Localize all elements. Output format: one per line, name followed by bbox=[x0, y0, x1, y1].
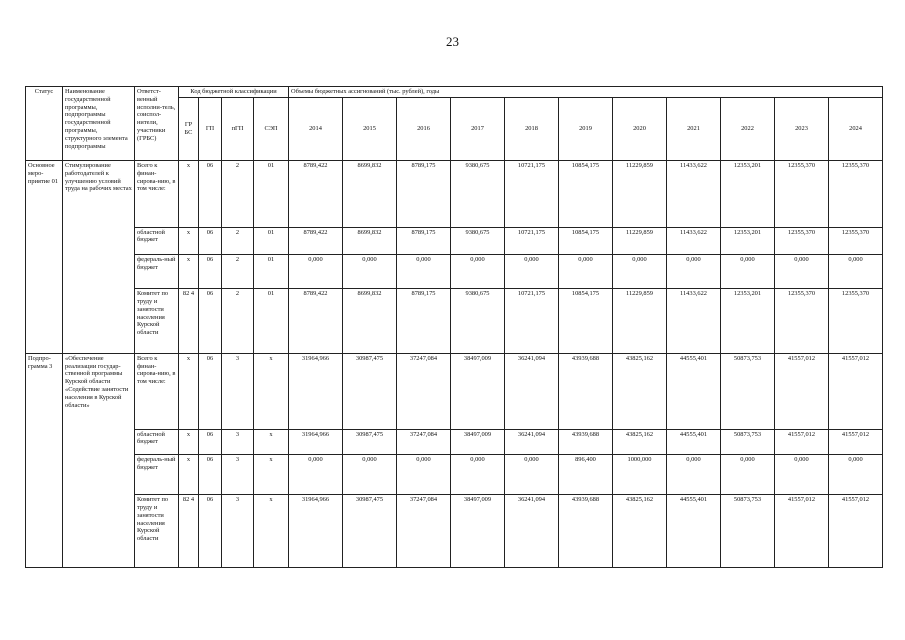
value-cell: 0,000 bbox=[721, 454, 775, 494]
value-cell: 0,000 bbox=[667, 254, 721, 288]
value-cell: 44555,401 bbox=[667, 353, 721, 429]
code-grbs: 82 4 bbox=[179, 495, 199, 568]
value-cell: 0,000 bbox=[397, 454, 451, 494]
code-gp: 06 bbox=[199, 495, 222, 568]
header-year: 2024 bbox=[829, 98, 883, 161]
row-executor: областной бюджет bbox=[135, 429, 179, 454]
code-pgp: 2 bbox=[222, 254, 254, 288]
code-gp: 06 bbox=[199, 429, 222, 454]
header-year: 2022 bbox=[721, 98, 775, 161]
value-cell: 8789,175 bbox=[397, 289, 451, 354]
header-year: 2023 bbox=[775, 98, 829, 161]
value-cell: 41557,012 bbox=[775, 495, 829, 568]
value-cell: 0,000 bbox=[829, 454, 883, 494]
value-cell: 38497,009 bbox=[451, 429, 505, 454]
value-cell: 11433,622 bbox=[667, 289, 721, 354]
value-cell: 8789,175 bbox=[397, 227, 451, 254]
value-cell: 31964,966 bbox=[289, 495, 343, 568]
header-volumes: Объемы бюджетных ассигнований (тыс. рублей), годы bbox=[289, 87, 883, 98]
value-cell: 44555,401 bbox=[667, 495, 721, 568]
value-cell: 12355,370 bbox=[829, 227, 883, 254]
value-cell: 11229,859 bbox=[613, 227, 667, 254]
value-cell: 38497,009 bbox=[451, 353, 505, 429]
code-sep: 01 bbox=[254, 227, 289, 254]
code-gp: 06 bbox=[199, 227, 222, 254]
value-cell: 8789,422 bbox=[289, 161, 343, 228]
value-cell: 41557,012 bbox=[829, 495, 883, 568]
value-cell: 8699,832 bbox=[343, 289, 397, 354]
value-cell: 41557,012 bbox=[775, 353, 829, 429]
code-sep: 01 bbox=[254, 161, 289, 228]
value-cell: 12353,201 bbox=[721, 289, 775, 354]
value-cell: 10721,175 bbox=[505, 227, 559, 254]
value-cell: 43825,162 bbox=[613, 353, 667, 429]
value-cell: 31964,966 bbox=[289, 429, 343, 454]
value-cell: 43825,162 bbox=[613, 495, 667, 568]
code-sep: x bbox=[254, 495, 289, 568]
header-year: 2017 bbox=[451, 98, 505, 161]
value-cell: 36241,094 bbox=[505, 353, 559, 429]
header-year: 2019 bbox=[559, 98, 613, 161]
value-cell: 44555,401 bbox=[667, 429, 721, 454]
value-cell: 50873,753 bbox=[721, 353, 775, 429]
value-cell: 36241,094 bbox=[505, 495, 559, 568]
value-cell: 12355,370 bbox=[829, 289, 883, 354]
value-cell: 9380,675 bbox=[451, 289, 505, 354]
code-gp: 06 bbox=[199, 254, 222, 288]
value-cell: 0,000 bbox=[451, 454, 505, 494]
table-row bbox=[26, 254, 883, 288]
value-cell: 0,000 bbox=[343, 254, 397, 288]
value-cell: 0,000 bbox=[775, 254, 829, 288]
value-cell: 10721,175 bbox=[505, 289, 559, 354]
value-cell: 41557,012 bbox=[829, 429, 883, 454]
value-cell: 37247,084 bbox=[397, 353, 451, 429]
table-row bbox=[26, 353, 883, 429]
value-cell: 30987,475 bbox=[343, 353, 397, 429]
table-row bbox=[26, 289, 883, 354]
code-grbs: x bbox=[179, 429, 199, 454]
header-code-col: ГР БС bbox=[179, 98, 199, 161]
value-cell: 31964,966 bbox=[289, 353, 343, 429]
value-cell: 43825,162 bbox=[613, 429, 667, 454]
value-cell: 896,400 bbox=[559, 454, 613, 494]
value-cell: 0,000 bbox=[289, 254, 343, 288]
code-gp: 06 bbox=[199, 161, 222, 228]
table-row bbox=[26, 429, 883, 454]
value-cell: 9380,675 bbox=[451, 161, 505, 228]
value-cell: 0,000 bbox=[505, 254, 559, 288]
row-executor: областной бюджет bbox=[135, 227, 179, 254]
code-sep: x bbox=[254, 429, 289, 454]
value-cell: 8699,832 bbox=[343, 161, 397, 228]
code-grbs: 82 4 bbox=[179, 289, 199, 354]
code-grbs: x bbox=[179, 454, 199, 494]
row-executor: Комитет по труду и занятости населения Курской области bbox=[135, 495, 179, 568]
value-cell: 11433,622 bbox=[667, 161, 721, 228]
value-cell: 50873,753 bbox=[721, 429, 775, 454]
value-cell: 10854,175 bbox=[559, 161, 613, 228]
value-cell: 30987,475 bbox=[343, 429, 397, 454]
value-cell: 11433,622 bbox=[667, 227, 721, 254]
code-sep: x bbox=[254, 353, 289, 429]
value-cell: 12355,370 bbox=[829, 161, 883, 228]
value-cell: 37247,084 bbox=[397, 429, 451, 454]
value-cell: 0,000 bbox=[343, 454, 397, 494]
value-cell: 43939,688 bbox=[559, 353, 613, 429]
header-status: Статус bbox=[26, 87, 63, 161]
value-cell: 10854,175 bbox=[559, 289, 613, 354]
header-year: 2020 bbox=[613, 98, 667, 161]
value-cell: 36241,094 bbox=[505, 429, 559, 454]
code-pgp: 3 bbox=[222, 495, 254, 568]
value-cell: 0,000 bbox=[559, 254, 613, 288]
header-year: 2016 bbox=[397, 98, 451, 161]
header-year: 2014 bbox=[289, 98, 343, 161]
code-grbs: x bbox=[179, 353, 199, 429]
value-cell: 50873,753 bbox=[721, 495, 775, 568]
code-grbs: x bbox=[179, 254, 199, 288]
value-cell: 8699,832 bbox=[343, 227, 397, 254]
value-cell: 8789,422 bbox=[289, 289, 343, 354]
value-cell: 12355,370 bbox=[775, 161, 829, 228]
code-sep: 01 bbox=[254, 289, 289, 354]
table-row bbox=[26, 161, 883, 228]
header-code-col: СЭП bbox=[254, 98, 289, 161]
value-cell: 0,000 bbox=[613, 254, 667, 288]
header-code-col: ГП bbox=[199, 98, 222, 161]
value-cell: 30987,475 bbox=[343, 495, 397, 568]
value-cell: 12355,370 bbox=[775, 227, 829, 254]
value-cell: 0,000 bbox=[775, 454, 829, 494]
code-grbs: x bbox=[179, 161, 199, 228]
value-cell: 0,000 bbox=[451, 254, 505, 288]
value-cell: 9380,675 bbox=[451, 227, 505, 254]
header-year: 2015 bbox=[343, 98, 397, 161]
value-cell: 12355,370 bbox=[775, 289, 829, 354]
value-cell: 0,000 bbox=[667, 454, 721, 494]
value-cell: 1000,000 bbox=[613, 454, 667, 494]
value-cell: 8789,422 bbox=[289, 227, 343, 254]
header-executor: Ответст-венный исполни-тель, соиспол-нители, участники (ГРБС) bbox=[135, 87, 179, 161]
value-cell: 12353,201 bbox=[721, 227, 775, 254]
code-pgp: 3 bbox=[222, 429, 254, 454]
row-status: Основное меро-приятие 01 bbox=[26, 161, 63, 354]
table-row bbox=[26, 454, 883, 494]
code-gp: 06 bbox=[199, 454, 222, 494]
value-cell: 41557,012 bbox=[829, 353, 883, 429]
value-cell: 37247,084 bbox=[397, 495, 451, 568]
code-pgp: 3 bbox=[222, 353, 254, 429]
value-cell: 0,000 bbox=[289, 454, 343, 494]
code-pgp: 3 bbox=[222, 454, 254, 494]
row-executor: федераль-ный бюджет bbox=[135, 254, 179, 288]
value-cell: 41557,012 bbox=[775, 429, 829, 454]
code-pgp: 2 bbox=[222, 227, 254, 254]
code-pgp: 2 bbox=[222, 161, 254, 228]
row-status: Подпро-грамма 3 bbox=[26, 353, 63, 567]
header-budget-code: Код бюджетной классификации bbox=[179, 87, 289, 98]
value-cell: 11229,859 bbox=[613, 161, 667, 228]
value-cell: 43939,688 bbox=[559, 495, 613, 568]
code-gp: 06 bbox=[199, 289, 222, 354]
value-cell: 0,000 bbox=[829, 254, 883, 288]
value-cell: 43939,688 bbox=[559, 429, 613, 454]
row-program-name: «Обеспечение реализации государ-ственной программы Курской области «Содействие занятости населения в Курской области» bbox=[63, 353, 135, 567]
row-program-name: Стимулирование работодателей к улучшению условий труда на рабочих местах bbox=[63, 161, 135, 354]
code-sep: 01 bbox=[254, 254, 289, 288]
value-cell: 38497,009 bbox=[451, 495, 505, 568]
row-executor: федераль-ный бюджет bbox=[135, 454, 179, 494]
header-code-col: пГП bbox=[222, 98, 254, 161]
row-executor: Всего к финан-сирова-нию, в том числе: bbox=[135, 353, 179, 429]
value-cell: 10854,175 bbox=[559, 227, 613, 254]
row-executor: Комитет по труду и занятости населения Курской области bbox=[135, 289, 179, 354]
code-sep: x bbox=[254, 454, 289, 494]
value-cell: 0,000 bbox=[505, 454, 559, 494]
header-program-name: Наименование государственной программы, подпрограммы государственной программы, структурного элемента подпрограммы bbox=[63, 87, 135, 161]
code-grbs: x bbox=[179, 227, 199, 254]
code-pgp: 2 bbox=[222, 289, 254, 354]
page-number: 23 bbox=[446, 34, 459, 49]
table-row bbox=[26, 495, 883, 568]
value-cell: 0,000 bbox=[397, 254, 451, 288]
value-cell: 11229,859 bbox=[613, 289, 667, 354]
table-row bbox=[26, 227, 883, 254]
value-cell: 8789,175 bbox=[397, 161, 451, 228]
header-year: 2018 bbox=[505, 98, 559, 161]
row-executor: Всего к финан-сирова-нию, в том числе: bbox=[135, 161, 179, 228]
value-cell: 10721,175 bbox=[505, 161, 559, 228]
code-gp: 06 bbox=[199, 353, 222, 429]
value-cell: 0,000 bbox=[721, 254, 775, 288]
value-cell: 12353,201 bbox=[721, 161, 775, 228]
header-year: 2021 bbox=[667, 98, 721, 161]
budget-table bbox=[25, 86, 883, 568]
